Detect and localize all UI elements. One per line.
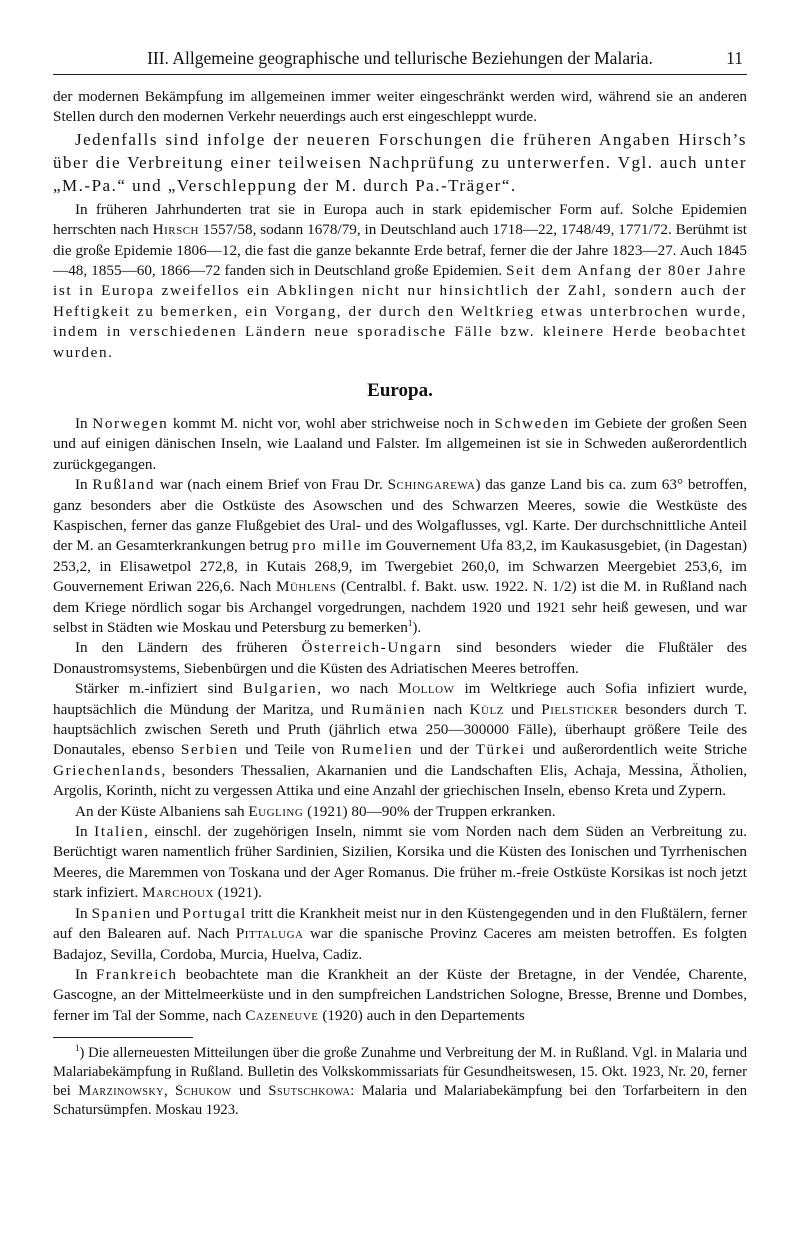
author-pielsticker: Pielsticker (541, 700, 619, 718)
footnote: $^1$) Die allerneuesten Mitteilungen über die große Zunahme und Verbreitung der M. in Rußland. Vgl. in Malaria und Malariabekämpfung in Rußland. Bulletin des Volkskommissariats für Gesundheitswesen, 15. Okt. 1923, Nr. 20, ferner bei Marzinowsky, Schukow und Ssutschkowa: Malaria und Malariabekämpfung bei den Torfarbeitern in den Schatursümpfen. Moskau 1923. (53, 1043, 747, 1119)
author-kuelz: Külz (469, 700, 504, 718)
paragraph-italien: In Italien, einschl. der zugehörigen Inseln, nimmt sie vom Norden nach dem Süden an Verbreitung zu. Berüchtigt waren namentlich früher Sardinien, Sizilien, Korsika und die Küsten des Ionischen und Tyrrhenischen Meeres, die Maremmen von Toskana und der Ager Romanus. Die früher m.-freie Ostküste Korsikas ist noch jetzt stark infiziert. Marchoux (1921). (53, 823, 748, 902)
author-pittaluga: Pittaluga (235, 925, 304, 943)
country-rumaenien: Rumänien (351, 700, 427, 718)
country-portugal: Portugal (182, 904, 247, 922)
paragraph-emphasis-hirsch: Jedenfalls sind infolge der neueren Forschungen die früheren Angaben Hirsch’s über die Verbreitung einer teilweisen Nachprüfung zu unterwerfen. Vgl. auch unter „M.-Pa.“ und „Verschleppung der M. durch Pa.-Träger“. (53, 129, 747, 196)
country-tuerkei: Türkei (475, 741, 526, 759)
author-eugling: Eugling (248, 802, 304, 820)
paragraph-historic-epidemics: In früheren Jahrhunderten trat sie in Europa auch in stark epidemischer Form auf. Solche Epidemien herrschten nach Hirsch 1557/58, sodann 1678/79, in Deutschland auch 1718—22, 1748/49, 1771/72. Berühmt ist die große Epidemie 1806—12, die fast die ganze bekannte Erde betraf, ferner die der Jahre 1823—27. Auch 1845—48, 1855—60, 1866—72 fanden sich in Deutschland große Epidemien. Seit dem Anfang der 80er Jahre ist in Europa zweifellos ein Abklingen nicht nur hinsichtlich der Zahl, sondern auch der Heftigkeit zu bemerken, ein Vorgang, der durch den Weltkrieg etwas unterbrochen wurde, indem in verschiedenen Ländern neue sporadische Fälle bzw. kleinere Herde beobachtet wurden. (53, 200, 748, 361)
country-griechenland: Griechenlands (53, 761, 162, 779)
paragraph-spanien-portugal: In Spanien und Portugal tritt die Krankheit meist nur in den Küstengegenden und in den Flußtälern, ferner auf den Balearen auf. Nach Pittaluga war die spanische Provinz Caceres am meisten betroffen. Es folgten Badajoz, Sevilla, Cordoba, Murcia, Huelva, Cadiz. (53, 904, 747, 963)
paragraph-frankreich: In Frankreich beobachtete man die Krankheit an der Küste der Bretagne, in der Vendée, Charente, Gascogne, an der Mittelmeerküste und in den sumpfreichen Landstrichen Sologne, Bresse, Brenne und Dombes, ferner im Tal der Somme, nach Cazeneuve (1920) auch in den Departements (53, 965, 747, 1024)
footnote-rule (53, 1037, 193, 1038)
paragraph-continuation: der modernen Bekämpfung im allgemeinen immer weiter eingeschränkt werden wird, während sie an anderen Stellen durch den modernen Verkehr neuerdings auch erst eingeschleppt wurde. (53, 88, 747, 126)
country-russland: Rußland (92, 476, 156, 494)
chapter-title: III. Allgemeine geographische und tellurische Beziehungen der Malaria. (147, 48, 653, 68)
country-norwegen: Norwegen (92, 414, 169, 432)
emphasis-decline: Seit dem Anfang der 80er Jahre ist in Europa zweifellos ein Abklingen nicht nur hinsichtlich der Zahl, sondern auch der Heftigkeit zu bemerken, ein Vorgang, der durch den Weltkrieg etwas unterbrochen wurde, indem in verschiedenen Ländern neue sporadische Fälle bzw. kleinere Herde beobachtet wurden. (53, 261, 748, 361)
paragraph-oesterreich: In den Ländern des früheren Österreich-Ungarn sind besonders wieder die Flußtäler des Donaustromsystems, Siebenbürgen und die Küsten des Adriatischen Meeres betroffen. (53, 639, 747, 677)
footnote-reference: 1 (407, 617, 413, 628)
country-oesterreich-ungarn: Österreich-Ungarn (301, 639, 443, 657)
country-frankreich: Frankreich (95, 965, 178, 983)
country-spanien: Spanien (91, 904, 152, 922)
country-bulgarien: Bulgarien (242, 680, 318, 698)
country-italien: Italien (94, 823, 145, 841)
country-schweden: Schweden (494, 414, 570, 432)
author-marzinowsky: Marzinowsky (78, 1083, 164, 1100)
footnote-marker: 1 (75, 1043, 80, 1054)
emphasis-pro-mille: pro mille (292, 537, 362, 555)
author-mollow: Mollow (398, 680, 455, 698)
author-ssutschkowa: Ssutschkowa (268, 1083, 351, 1100)
country-serbien: Serbien (180, 741, 239, 759)
paragraph-balkan: Stärker m.-infiziert sind Bulgarien, wo nach Mollow im Weltkriege auch Sofia infiziert wurde, hauptsächlich die Mündung der Maritza, und Rumänien nach Külz und Pielsticker besonders durch T. hauptsächlich zwischen Sereth und Pruth (jährlich etwa 250—300000 Fälle), überhaupt größere Teile des Donautales, ebenso Serbien und Teile von Rumelien und der Türkei und außerordentlich weite Striche Griechenlands, besonders Thessalien, Akarnanien und die Landschaften Elis, Achaja, Messina, Ätholien, Argolis, Korinth, nicht zu vergessen Attika und eine Anzahl der griechischen Inseln, ebenso Kreta und Zypern. (53, 680, 747, 800)
paragraph-albanien: An der Küste Albaniens sah Eugling (1921) 80—90% der Truppen erkranken. (75, 802, 556, 820)
running-head (53, 46, 747, 74)
author-schukow: Schukow (175, 1083, 232, 1100)
paragraph-norwegen: In Norwegen kommt M. nicht vor, wohl aber strichweise noch in Schweden im Gebiete der großen Seen und auf einigen dänischen Inseln, wie Laaland und Falster. Im allgemeinen ist sie in Schweden außerordentlich zurückgegangen. (53, 414, 747, 473)
author-marchoux: Marchoux (141, 884, 214, 902)
page-number: 11 (726, 48, 743, 68)
author-schingarewa: Schingarewa (387, 476, 476, 494)
paragraph-russland: In Rußland war (nach einem Brief von Frau Dr. Schingarewa) das ganze Land bis ca. zum 63° betroffen, ganz besonders aber die Ostküste des Asowschen und des Schwarzen Meeres, sowie die Westküste des Kaspischen, ferner das ganze Flußgebiet des Ural- und des Wolgaflusses, vgl. Karte. Der durchschnittliche Anteil der M. an Gesamterkrankungen betrug pro mille im Gouvernement Ufa 83,2, im Kaukasusgebiet, (in Dagestan) 253,2, in Elisawetpol 272,8, in Kutais 268,9, im Twergebiet 260,0, im Schwarzen Meergebiet 253,6, im Gouvernement Eriwan 226,6. Nach Mühlens (Centralbl. f. Bakt. usw. 1922. N. 1/2) ist die M. in Rußland nach dem Kriege nördlich sogar bis Archangel vorgedrungen, nachdem 1920 und 1921 sehr heiß gewesen, und war selbst in Städten wie Moskau und Petersburg zu bemerken$^1$). (53, 476, 748, 637)
author-hirsch: Hirsch (152, 221, 199, 239)
country-rumelien: Rumelien (341, 741, 414, 759)
section-heading-europa: Europa. (367, 379, 433, 401)
header-rule (53, 74, 747, 75)
author-muehlens: Mühlens (275, 578, 337, 596)
author-cazeneuve: Cazeneuve (245, 1006, 319, 1024)
